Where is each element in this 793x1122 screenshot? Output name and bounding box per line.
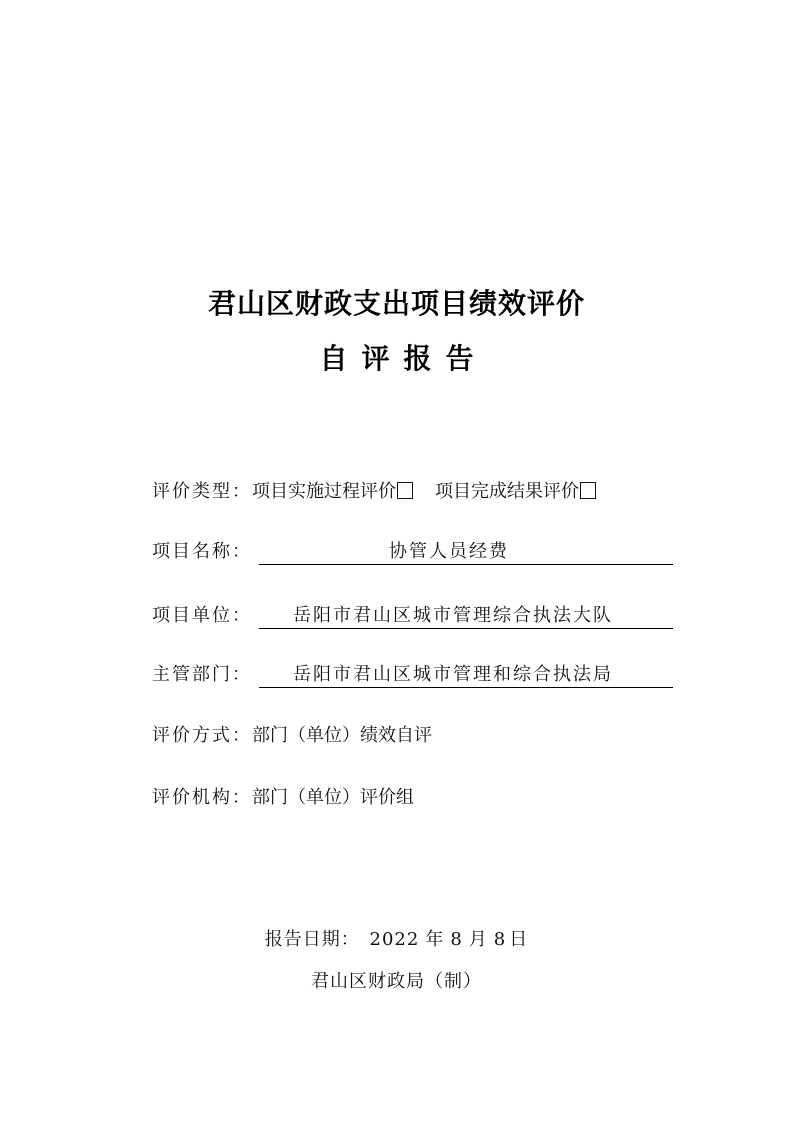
project-name-field: [259, 540, 673, 565]
project-unit-row: [152, 604, 252, 628]
result-checkbox[interactable]: [580, 482, 596, 499]
project-unit-value: 岳阳市君山区城市管理综合执法大队: [293, 605, 613, 626]
evaluation-org-value: 部门（单位）评价组: [252, 787, 414, 808]
report-date-label: 报告日期：: [264, 929, 360, 950]
project-unit-field: [259, 604, 673, 629]
evaluation-method-label: 评价方式：: [152, 725, 252, 746]
report-subtitle: 自评报告: [319, 342, 488, 375]
evaluation-type-option-process: 项目实施过程评价: [252, 481, 396, 502]
evaluation-type-row: [152, 480, 596, 504]
project-name-label: 项目名称：: [152, 541, 252, 562]
project-name-value: 协管人员经费: [389, 541, 509, 562]
evaluation-org-label: 评价机构：: [152, 787, 252, 808]
project-unit-label: 项目单位：: [152, 605, 252, 626]
competent-dept-field: [259, 663, 673, 688]
competent-dept-row: [152, 663, 252, 687]
report-date-year: 2022: [369, 929, 420, 950]
report-date-month: 8: [450, 929, 463, 950]
evaluation-org-row: [152, 786, 414, 810]
evaluation-method-row: [152, 724, 432, 748]
project-name-row: [152, 540, 252, 564]
report-date-year-unit: 年: [425, 929, 445, 950]
issuer: 君山区财政局（制）: [311, 971, 482, 992]
competent-dept-label: 主管部门：: [152, 664, 252, 685]
competent-dept-value: 岳阳市君山区城市管理和综合执法局: [293, 664, 613, 685]
report-date-day-unit: 日: [509, 929, 529, 950]
evaluation-method-value: 部门（单位）绩效自评: [252, 725, 432, 746]
report-date: [0, 928, 793, 952]
process-checkbox[interactable]: [397, 482, 413, 499]
evaluation-type-option-result: 项目完成结果评价: [435, 481, 579, 502]
report-title: 君山区财政支出项目绩效评价: [207, 287, 585, 320]
report-date-day: 8: [493, 929, 507, 950]
evaluation-type-label: 评价类型：: [152, 481, 252, 502]
report-date-month-unit: 月: [468, 929, 488, 950]
